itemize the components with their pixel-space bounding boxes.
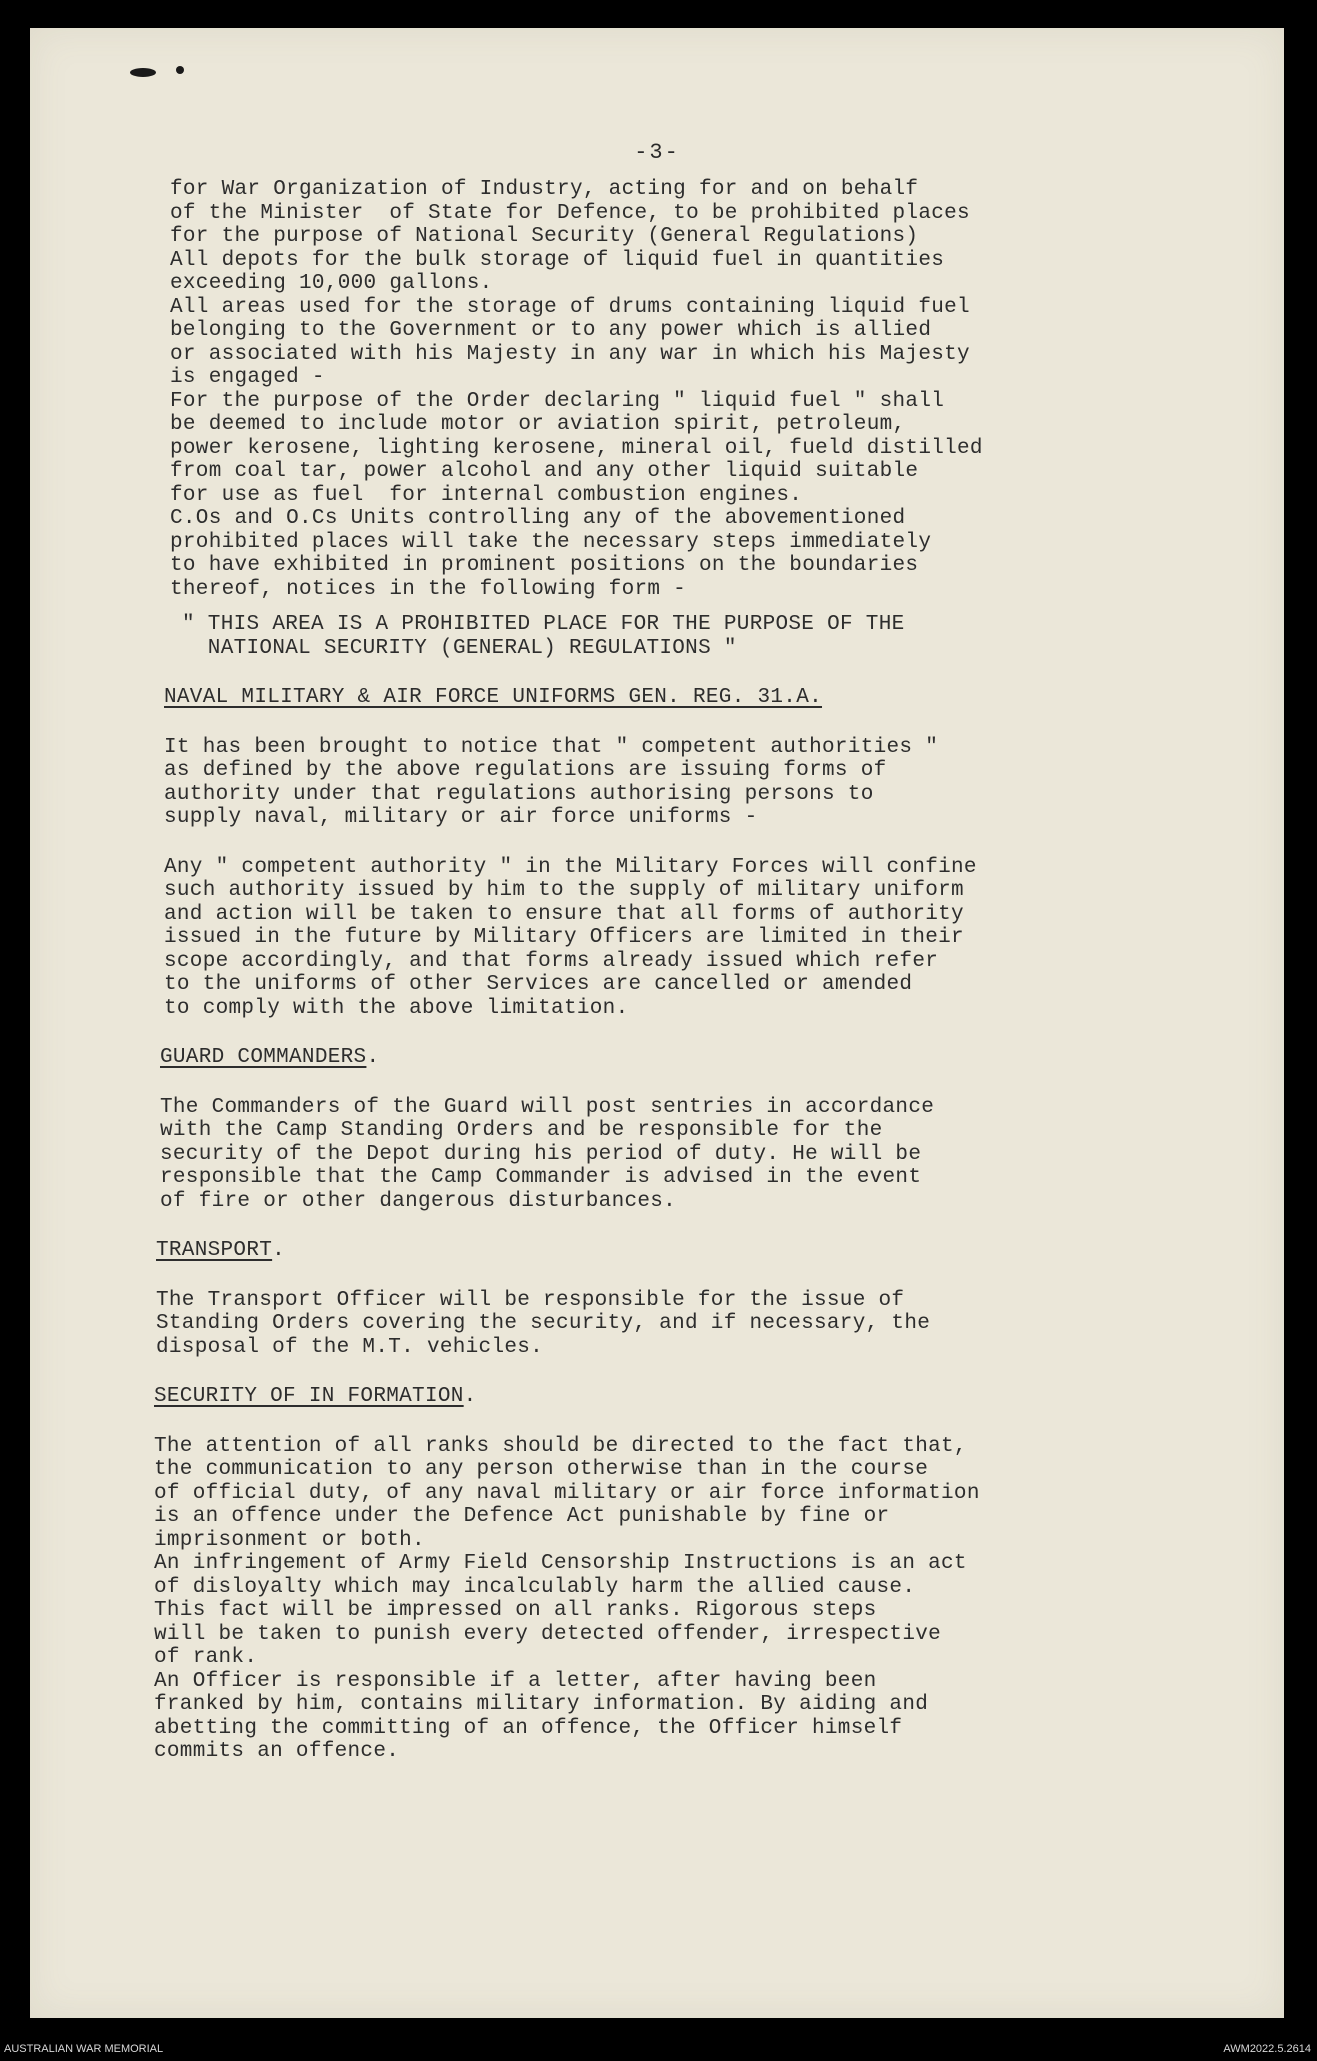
text-line: supply naval, military or air force uniforms - [164, 806, 758, 829]
paragraph-uniforms-notice [164, 736, 1160, 830]
text-line: of disloyalty which may incalculably harm the allied cause. [154, 1575, 916, 1599]
text-line: thereof, notices in the following form - [170, 577, 687, 601]
text-line: For the purpose of the Order declaring " liquid fuel " shall [170, 389, 945, 413]
page-number: -3- [634, 140, 680, 165]
heading-security-of-information: SECURITY OF IN FORMATION. [154, 1385, 477, 1408]
paragraph-prohibited-places [170, 178, 1160, 601]
text-line: is an offence under the Defence Act punishable by fine or [154, 1505, 890, 1528]
text-line: for War Organization of Industry, acting for and on behalf [170, 178, 919, 201]
text-line: for use as fuel for internal combustion engines. [170, 483, 803, 507]
text-line: to comply with the above limitation. [164, 996, 629, 1020]
text-line: of fire or other dangerous disturbances. [160, 1189, 677, 1213]
text-line: or associated with his Majesty in any war in which his Majesty [170, 342, 970, 366]
text-line: belonging to the Government or to any power which is allied [170, 319, 932, 342]
text-line: disposal of the M.T. vehicles. [156, 1335, 544, 1359]
paragraph-security-of-information [154, 1435, 1160, 1764]
text-line: exceeding 10,000 gallons. [170, 272, 493, 295]
text-line: scope accordingly, and that forms already issued which refer [164, 949, 939, 973]
text-line: C.Os and O.Cs Units controlling any of the abovementioned [170, 507, 906, 530]
text-line: to the uniforms of other Services are cancelled or amended [164, 973, 913, 996]
text-line: prohibited places will take the necessary steps immediately [170, 530, 932, 554]
text-line: to have exhibited in prominent positions on the boundaries [170, 554, 919, 577]
text-line: commits an offence. [154, 1740, 400, 1763]
text-line: All areas used for the storage of drums containing liquid fuel [170, 295, 970, 319]
text-line: An infringement of Army Field Censorship Instructions is an act [154, 1552, 967, 1575]
footer-credit: AUSTRALIAN WAR MEMORIAL [4, 2043, 164, 2055]
text-line: An Officer is responsible if a letter, after having been [154, 1669, 877, 1693]
text-line: authority under that regulations authorising persons to [164, 782, 874, 806]
text-line: with the Camp Standing Orders and be responsible for the [160, 1119, 883, 1142]
text-line: It has been brought to notice that " competent authorities " [164, 735, 939, 759]
text-line: abetting the committing of an offence, the Officer himself [154, 1716, 903, 1740]
text-line: imprisonment or both. [154, 1528, 425, 1552]
text-line: issued in the future by Military Officers are limited in their [164, 926, 964, 949]
text-line: of official duty, of any naval military or air force information [154, 1481, 980, 1505]
text-line: This fact will be impressed on all ranks. Rigorous steps [154, 1599, 877, 1622]
text-line: security of the Depot during his period of duty. He will be [160, 1142, 922, 1166]
text-line: " THIS AREA IS A PROHIBITED PLACE FOR THE PURPOSE OF THE [182, 613, 905, 636]
text-line: the communication to any person otherwise than in the course [154, 1458, 929, 1481]
paragraph-uniforms-authority [164, 856, 1160, 1021]
text-line: Standing Orders covering the security, and if necessary, the [156, 1312, 931, 1335]
text-line: of the Minister of State for Defence, to be prohibited places [170, 201, 970, 225]
text-line: from coal tar, power alcohol and any other liquid suitable [170, 460, 919, 483]
heading-uniforms: NAVAL MILITARY & AIR FORCE UNIFORMS GEN. REG. 31.A. [164, 686, 823, 709]
notice-text [170, 613, 1160, 660]
text-line: Any " competent authority " in the Military Forces will confine [164, 855, 977, 879]
text-line: power kerosene, lighting kerosene, mineral oil, fueld distilled [170, 436, 983, 460]
text-line: such authority issued by him to the supply of military uniform [164, 879, 964, 902]
text-line: NATIONAL SECURITY (GENERAL) REGULATIONS " [182, 636, 737, 660]
document-page [30, 28, 1284, 2018]
text-line: responsible that the Camp Commander is advised in the event [160, 1166, 922, 1189]
text-line: for the purpose of National Security (General Regulations) [170, 225, 919, 248]
document-body [154, 178, 1160, 1764]
text-line: and action will be taken to ensure that all forms of authority [164, 902, 964, 926]
text-line: All depots for the bulk storage of liquid fuel in quantities [170, 248, 945, 272]
text-line: of rank. [154, 1646, 258, 1669]
text-line: is engaged - [170, 366, 325, 389]
footer-reference: AWM2022.5.2614 [1223, 2043, 1311, 2055]
text-line: The attention of all ranks should be directed to the fact that, [154, 1434, 967, 1458]
heading-transport: TRANSPORT. [156, 1239, 286, 1262]
text-line: be deemed to include motor or aviation spirit, petroleum, [170, 413, 906, 436]
paragraph-guard-commanders [160, 1096, 1160, 1214]
text-line: The Transport Officer will be responsible for the issue of [156, 1288, 905, 1312]
text-line: will be taken to punish every detected offender, irrespective [154, 1622, 942, 1646]
ink-speck [130, 68, 156, 77]
paragraph-transport [156, 1289, 1160, 1360]
text-line: The Commanders of the Guard will post sentries in accordance [160, 1095, 935, 1119]
heading-guard-commanders: GUARD COMMANDERS. [160, 1046, 380, 1069]
text-line: franked by him, contains military information. By aiding and [154, 1693, 929, 1716]
text-line: as defined by the above regulations are issuing forms of [164, 759, 887, 782]
ink-speck [176, 66, 184, 74]
